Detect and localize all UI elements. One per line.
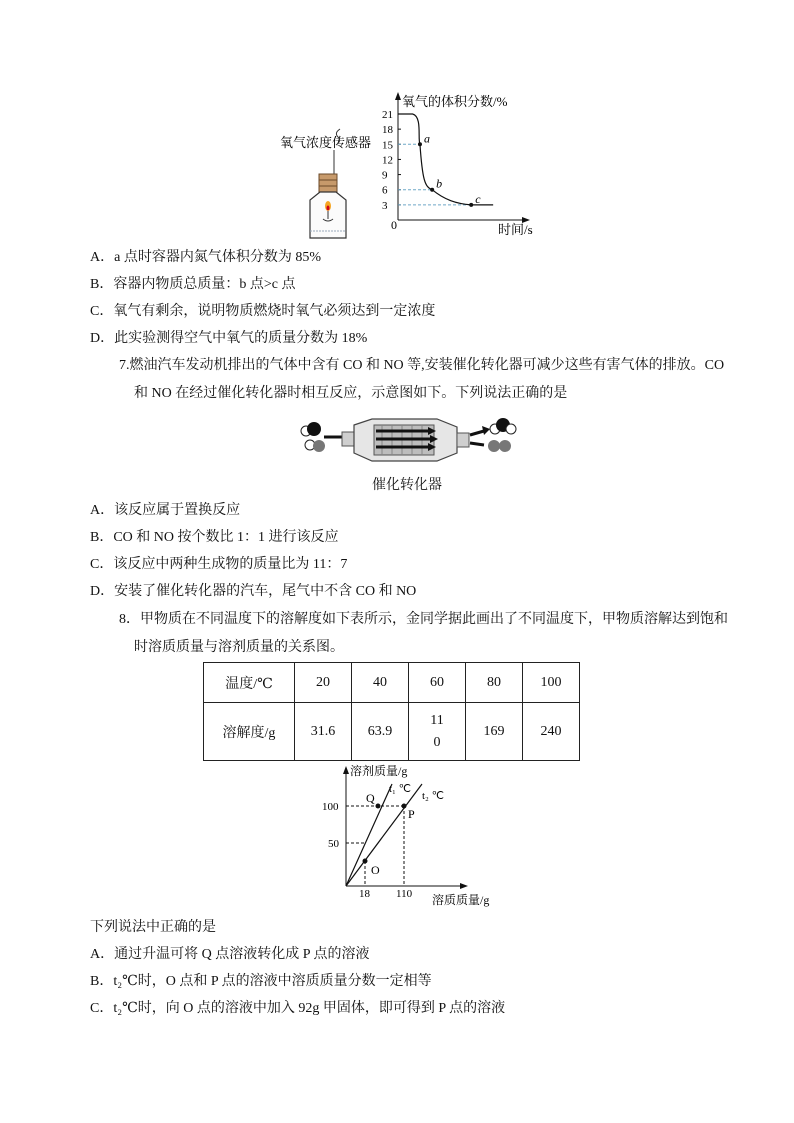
point-a xyxy=(418,142,422,146)
y-tick-label: 9 xyxy=(382,169,388,182)
table-cell: 63.9 xyxy=(352,703,409,761)
x-tick-18: 18 xyxy=(359,888,370,900)
table-cell: 169 xyxy=(466,703,523,761)
table-header-temperature: 温度/℃ xyxy=(204,663,295,703)
q7-option-a: A．该反应属于置换反应 xyxy=(90,503,241,518)
q8-stem-line1: 8．甲物质在不同温度下的溶解度如下表所示，金同学据此画出了不同温度下，甲物质溶解达到饱和 xyxy=(119,612,728,627)
point-b-label: b xyxy=(436,176,443,191)
oxygen-experiment-figure xyxy=(270,88,550,248)
line-t2-label: t₂ ℃ xyxy=(422,790,444,802)
y-tick-label: 12 xyxy=(382,154,393,167)
x-tick-110: 110 xyxy=(396,888,413,900)
q8-followup: 下列说法中正确的是 xyxy=(90,920,216,935)
table-cell: 11 0 xyxy=(409,703,466,761)
y-tick-label: 6 xyxy=(382,184,388,197)
q7-option-c: C．该反应中两种生成物的质量比为 11：7 xyxy=(90,557,348,572)
point-b xyxy=(430,188,434,192)
point-o-label: O xyxy=(371,863,380,877)
y-tick-label: 15 xyxy=(382,139,393,152)
x-axis-label: 时间/s xyxy=(498,222,533,237)
q7-stem-line2: 和 NO 在经过催化转化器时相互反应，示意图如下。下列说法正确的是 xyxy=(134,386,568,401)
y-tick-100: 100 xyxy=(322,801,339,813)
point-p xyxy=(402,804,407,809)
product-molecules xyxy=(488,418,516,452)
y-tick-50: 50 xyxy=(328,838,339,850)
converter-body xyxy=(342,419,469,461)
x-axis-label: 溶质质量/g xyxy=(432,893,490,907)
point-o xyxy=(363,859,368,864)
table-cell: 240 xyxy=(523,703,580,761)
q6-option-b: B．容器内物质总质量：b 点>c 点 xyxy=(90,277,296,292)
q8-option-b: B．t₂℃时，O 点和 P 点的溶液中溶质质量分数一定相等 xyxy=(90,974,432,989)
sensor-label: 氧气浓度传感器 xyxy=(280,135,372,150)
q7-option-d: D．安装了催化转化器的汽车，尾气中不含 CO 和 NO xyxy=(90,584,417,599)
table-cell: 80 xyxy=(466,663,523,703)
table-cell: 40 xyxy=(352,663,409,703)
q8-option-a: A．通过升温可将 Q 点溶液转化成 P 点的溶液 xyxy=(90,947,370,962)
solute-solvent-chart xyxy=(318,762,518,912)
point-q xyxy=(376,804,381,809)
table-cell: 31.6 xyxy=(295,703,352,761)
table-cell: 100 xyxy=(523,663,580,703)
y-axis-label: 溶剂质量/g xyxy=(350,764,408,778)
table-cell: 20 xyxy=(295,663,352,703)
q7-option-b: B．CO 和 NO 按个数比 1：1 进行该反应 xyxy=(90,530,339,545)
q6-option-a: A．a 点时容器内氮气体积分数为 85% xyxy=(90,250,322,265)
reactant-molecules xyxy=(301,422,325,452)
origin-label: 0 xyxy=(391,218,397,232)
table-cell: 60 xyxy=(409,663,466,703)
y-tick-label: 3 xyxy=(382,199,388,212)
oxygen-curve-chart xyxy=(382,92,533,237)
y-tick-label: 18 xyxy=(382,124,393,137)
line-t1-label: t₁ ℃ xyxy=(389,783,411,795)
table-header-solubility: 溶解度/g xyxy=(204,703,295,761)
q6-option-d: D．此实验测得空气中氧气的质量分数为 18% xyxy=(90,331,368,346)
q8-stem-line2: 时溶质质量与溶剂质量的关系图。 xyxy=(134,640,344,655)
converter-caption: 催化转化器 xyxy=(372,478,442,493)
q6-option-c: C．氧气有剩余，说明物质燃烧时氧气必须达到一定浓度 xyxy=(90,304,436,319)
point-q-label: Q xyxy=(366,791,375,805)
y-axis-label: 氧气的体积分数/% xyxy=(402,94,508,109)
point-p-label: P xyxy=(408,807,415,821)
q8-option-c: C．t₂℃时，向 O 点的溶液中加入 92g 甲固体，即可得到 P 点的溶液 xyxy=(90,1001,506,1016)
line-t2 xyxy=(346,784,422,886)
point-a-label: a xyxy=(423,131,430,146)
point-c xyxy=(469,203,473,207)
solubility-table xyxy=(203,662,580,761)
y-tick-label: 21 xyxy=(382,109,393,121)
point-c-label: c xyxy=(475,191,481,206)
q7-stem-line1: 7.燃油汽车发动机排出的气体中含有 CO 和 NO 等,安装催化转化器可减少这些有害气体的排放。CO xyxy=(119,358,725,373)
